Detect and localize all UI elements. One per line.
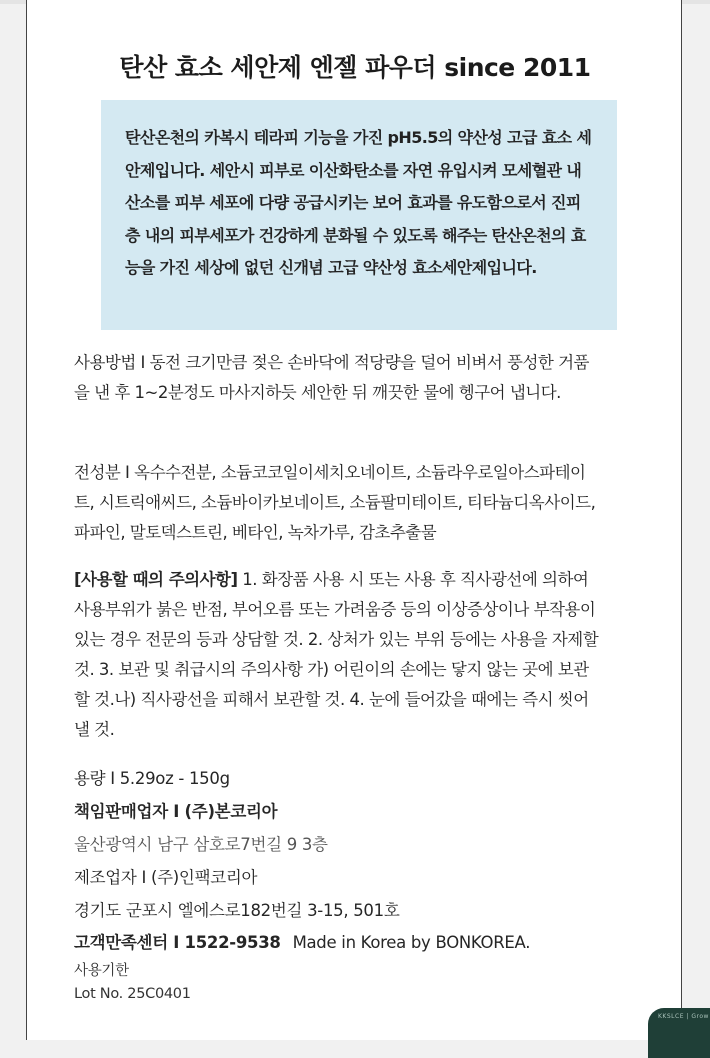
caution-label: [사용할 때의 주의사항] bbox=[74, 570, 238, 589]
usage-section bbox=[74, 348, 604, 408]
seller-line: 책임판매업자 I (주)본코리아 bbox=[74, 802, 278, 821]
usage-text: 사용방법 I 동전 크기만큼 젖은 손바닥에 적당량을 덜어 비벼서 풍성한 거품을 낸 후 1~2분정도 마사지하듯 세안한 뒤 깨끗한 물에 헹구어 냅니다. bbox=[74, 353, 589, 402]
ingredients-text: 전성분 I 옥수수전분, 소듐코코일이세치오네이트, 소듐라우로일아스파테이트, 시트릭애씨드, 소듐바이카보네이트, 소듐팔미테이트, 티타늄디옥사이드, 파파인, 말토덱스트린, 베타인, 녹차가루, 감초추출물 bbox=[74, 463, 596, 542]
seller-address: 울산광역시 남구 삼호로7번길 9 3층 bbox=[74, 835, 328, 854]
caution-text bbox=[74, 565, 604, 745]
made-in-text: Made in Korea by BONKOREA. bbox=[292, 933, 531, 952]
manufacturer-line: 제조업자 I (주)인팩코리아 bbox=[74, 868, 258, 887]
caution-body: 1. 화장품 사용 시 또는 사용 후 직사광선에 의하여 사용부위가 붉은 반점, 부어오름 또는 가려움증 등의 이상증상이나 부작용이 있는 경우 전문의 등과 상담할 것. 2. 상처가 있는 부위 등에는 사용을 자제할 것. 3. 보관 및 취급시의 주의사항 가) 어린이의 손에는 닿지 않는 곳에 보관할 것.나) 직사광선을 피해서 보관할 것. 4. 눈에 들어갔을 때에는 즉시 씻어낼 것. bbox=[74, 570, 599, 739]
intro-text: 탄산온천의 카복시 테라피 기능을 가진 pH5.5의 약산성 고급 효소 세안제입니다. 세안시 피부로 이산화탄소를 자연 유입시켜 모세혈관 내 산소를 피부 세포에 다량 공급시키는 보어 효과를 유도함으로서 진피층 내의 피부세포가 건강하게 분화될 수 있도록 해주는 탄산온천의 효능을 가진 세상에 없던 신개념 고급 약산성 효소세안제입니다. bbox=[125, 128, 592, 277]
lot-number: Lot No. 25C0401 bbox=[74, 986, 191, 1002]
caution-section bbox=[74, 565, 604, 745]
expiry-label: 사용기한 bbox=[74, 963, 129, 979]
volume-line: 용량 I 5.29oz - 150g bbox=[74, 769, 230, 788]
customer-center-line bbox=[74, 929, 530, 953]
intro-box bbox=[101, 100, 617, 330]
manufacturer-address: 경기도 군포시 엘에스로182번길 3-15, 501호 bbox=[74, 901, 400, 920]
product-title: 탄산 효소 세안제 엔젤 파우더 since 2011 bbox=[119, 53, 591, 82]
corner-badge-text: KKSLCE | Grow bbox=[658, 1013, 709, 1020]
ingredients-section bbox=[74, 458, 604, 548]
customer-center-label: 고객만족센터 I 1522-9538 bbox=[74, 933, 281, 952]
corner-badge bbox=[648, 1008, 710, 1058]
